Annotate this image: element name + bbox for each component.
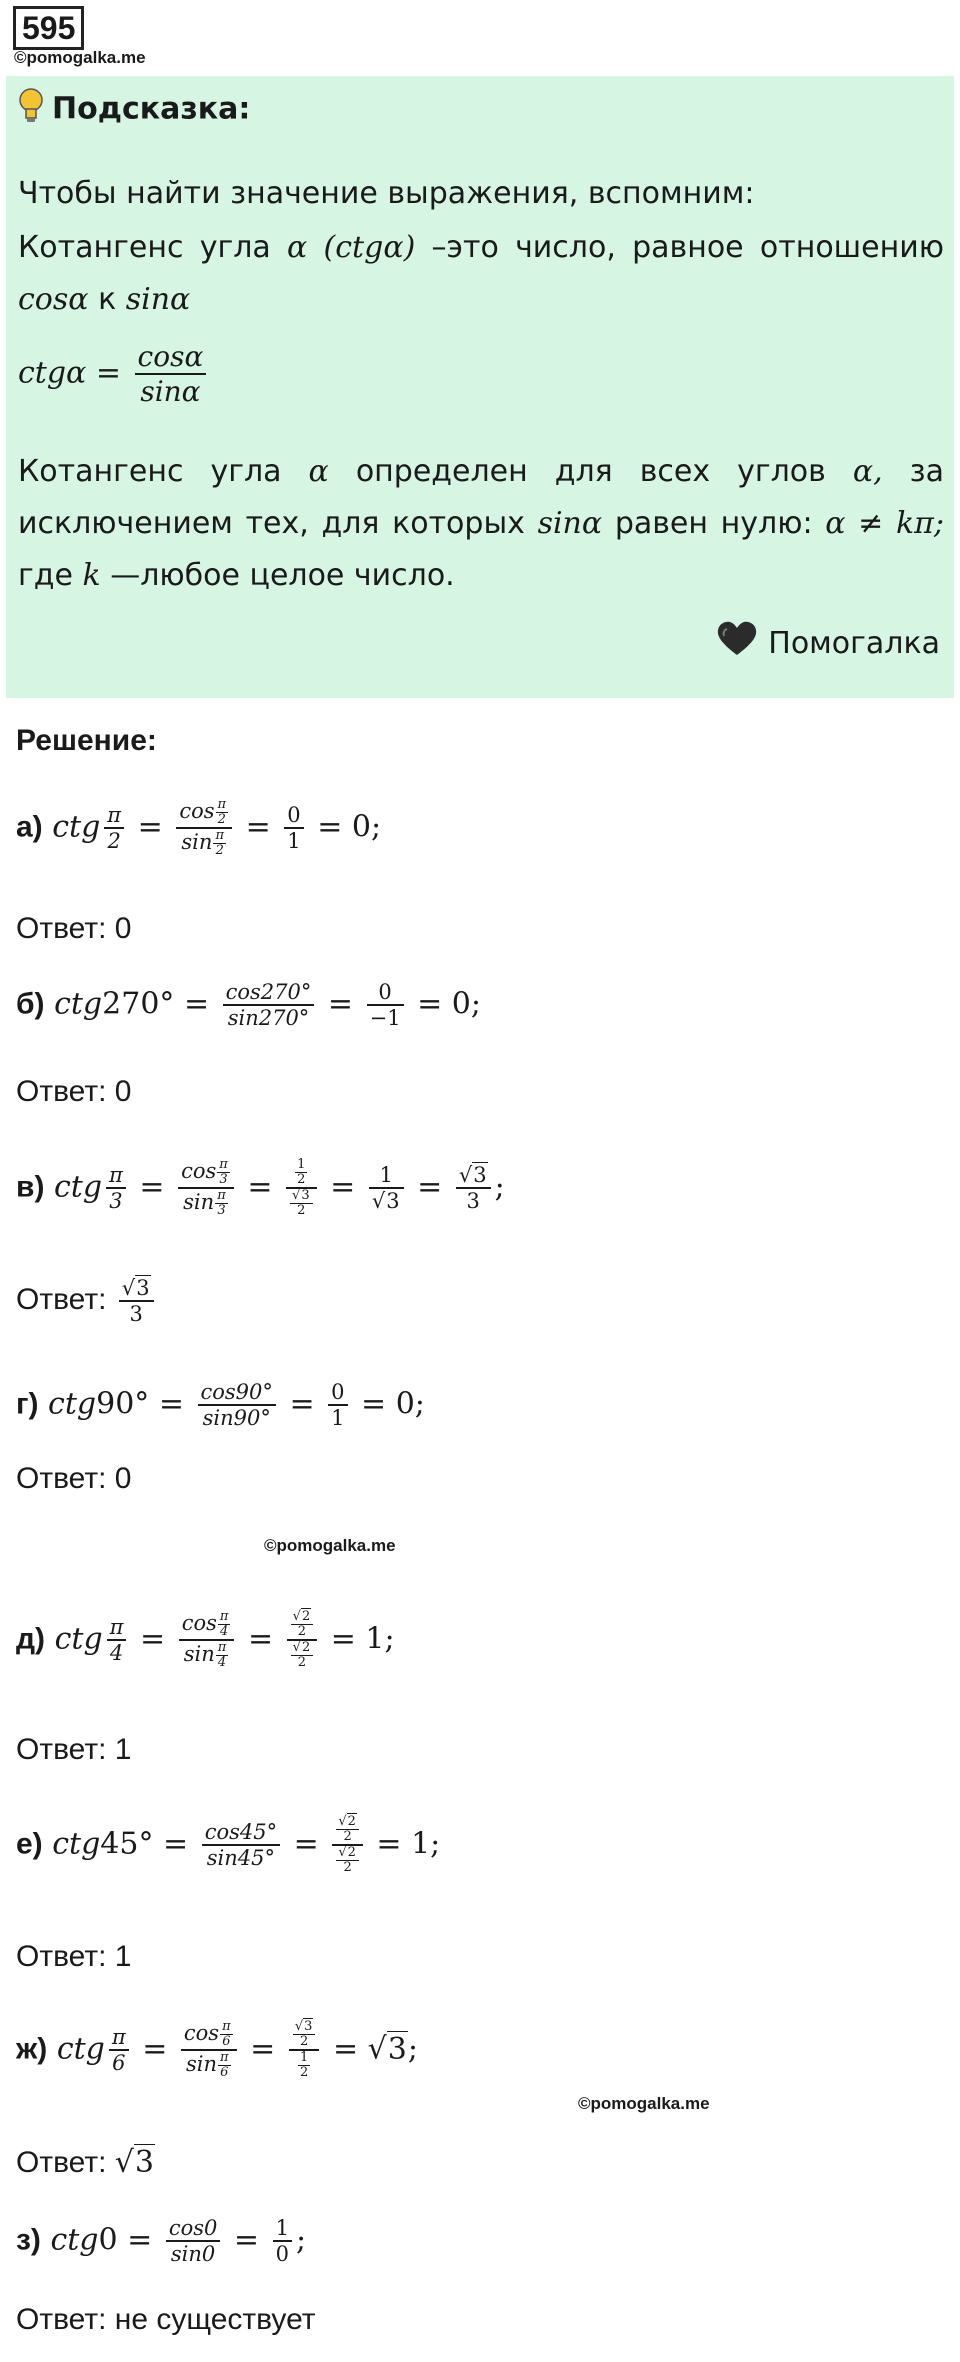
watermark-low: ©pomogalka.me bbox=[578, 2094, 710, 2113]
solution-title: Решение: bbox=[16, 724, 157, 757]
hint-title: Подсказка: bbox=[18, 88, 250, 132]
brand: Помогалка bbox=[716, 621, 940, 665]
task-number: 595 bbox=[13, 6, 84, 50]
lightbulb-icon bbox=[18, 88, 44, 132]
solution-d: д) ctg $\frac{\pi}{4}$ = cos $\frac{\pi}{4}$ sin $\frac{\pi}{4}$ = $\frac{\frac{√2}{2}}{\frac{√2}{2}}$ = 1; bbox=[16, 1609, 395, 1670]
solution-b: б) ctg270° = $\frac{\cos 270^\circ}{\sin 270^\circ}$ = $\frac{0}{-1}$ = 0; bbox=[16, 980, 481, 1030]
answer-d: Ответ: 1 bbox=[16, 1733, 132, 1766]
solution-z: з) ctg0 = $\frac{\cos 0}{\sin 0}$ = $\frac{1}{0}$ ; bbox=[16, 2216, 307, 2266]
answer-e: Ответ: 1 bbox=[16, 1940, 132, 1973]
hint-formula: ctgα = $\frac{\cos\alpha}{\sin\alpha}$ bbox=[18, 340, 210, 408]
solution-e: е) ctg45° = $\frac{\cos 45^\circ}{\sin 45^\circ}$ = $\frac{\frac{√2}{2}}{\frac{√2}{2}}$ = 1; bbox=[16, 1814, 441, 1875]
answer-a: Ответ: 0 bbox=[16, 912, 132, 945]
solution-zh: ж) ctg $\frac{\pi}{6}$ = cos $\frac{\pi}{6}$ sin $\frac{\pi}{6}$ = $\frac{\frac{√3}{2}}{\frac{1}{2}}$ = √3; bbox=[16, 2019, 418, 2080]
solution-v: в) ctg $\frac{\pi}{3}$ = cos $\frac{\pi}{3}$ sin $\frac{\pi}{3}$ = $\frac{\frac{1}{2}}{\frac{√3}{2}}$ = $\frac{1}{√3}$ = $\frac{√3}{3}$ ; bbox=[16, 1157, 505, 1218]
watermark-mid: ©pomogalka.me bbox=[264, 1536, 396, 1555]
solution-g: г) ctg90° = $\frac{\cos 90^\circ}{\sin 90^\circ}$ = $\frac{0}{1}$ = 0; bbox=[16, 1380, 425, 1430]
answer-b: Ответ: 0 bbox=[16, 1075, 132, 1108]
answer-g: Ответ: 0 bbox=[16, 1462, 132, 1495]
answer-v: Ответ: $\frac{√3}{3}$ bbox=[16, 1276, 158, 1326]
hint-definition: Котангенс угла α (ctgα) –это число, равное отношению cosα к sinα bbox=[18, 230, 944, 317]
hint-intro: Чтобы найти значение выражения, вспомним: bbox=[18, 176, 755, 211]
answer-zh: Ответ: √3 bbox=[16, 2145, 155, 2180]
answer-z: Ответ: не существует bbox=[16, 2303, 316, 2336]
hint-domain: Котангенс угла α определен для всех углов α, за исключением тех, для которых sinα равен нулю: α ≠ kπ; где k —любое целое число. bbox=[18, 454, 944, 593]
hint-box bbox=[6, 76, 954, 698]
watermark: ©pomogalka.me bbox=[14, 48, 146, 67]
heart-icon bbox=[716, 621, 758, 665]
solution-a: а) ctg $\frac{\pi}{2}$ = cos $\frac{\pi}{2}$ sin $\frac{\pi}{2}$ = $\frac{0}{1}$ = 0; bbox=[16, 797, 382, 858]
